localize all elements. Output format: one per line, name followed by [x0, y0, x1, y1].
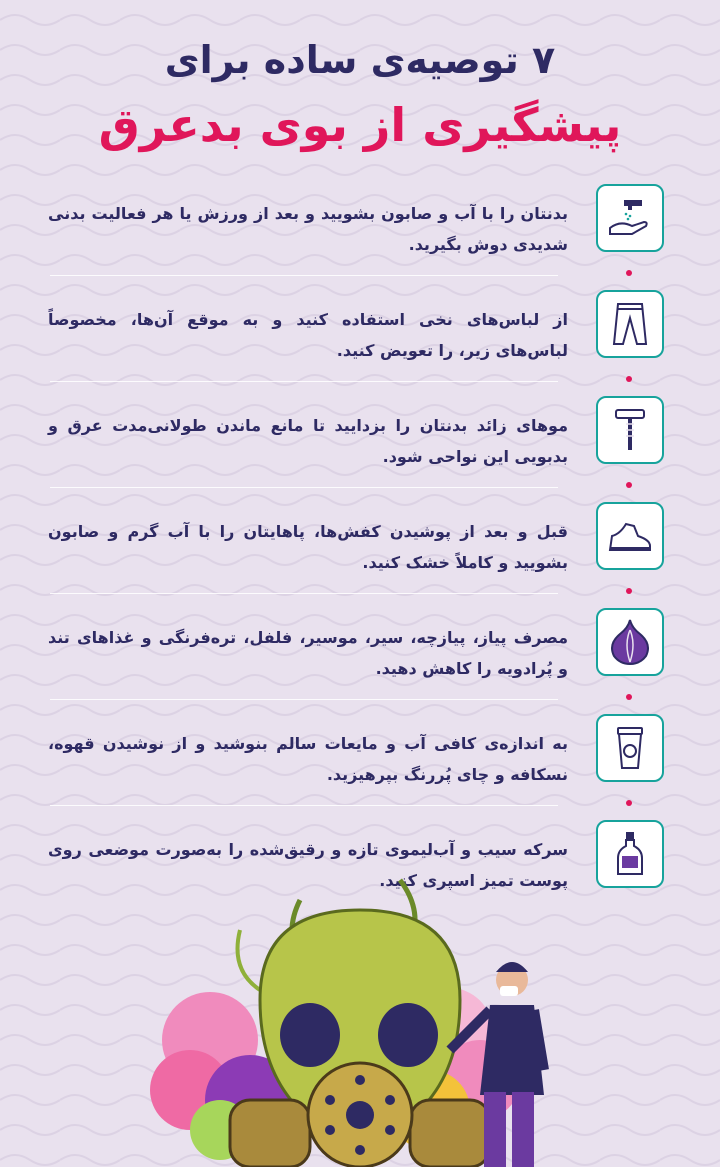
- tip-text-3: موهای زائد بدنتان را بزدایید تا مانع ماندن طولانی‌مدت عرق و بدبویی این نواحی شود.: [48, 416, 568, 466]
- tip-row-1: [50, 182, 668, 288]
- vinegar-bottle-icon: [604, 828, 656, 880]
- separator-dot: [626, 694, 632, 700]
- separator-dot: [626, 376, 632, 382]
- title-line-2: پیشگیری از بوی بدعرق: [98, 98, 622, 152]
- separator-dot: [626, 588, 632, 594]
- tip-icon-box-7: [596, 820, 664, 888]
- hand-wash-icon: [604, 192, 656, 244]
- gas-mask-illustration: [150, 860, 590, 1167]
- tip-row-5: [50, 606, 668, 712]
- tip-icon-box-3: [596, 396, 664, 464]
- separator-dot: [626, 270, 632, 276]
- pants-icon: [604, 298, 656, 350]
- tip-text-7: سرکه سیب و آب‌لیموی تازه و رقیق‌شده را به‌صورت موضعی روی پوست تمیز اسپری کنید.: [48, 840, 568, 890]
- separator-dot: [626, 482, 632, 488]
- tip-text-1: بدنتان را با آب و صابون بشویید و بعد از ورزش یا هر فعالیت بدنی شدیدی دوش بگیرید.: [48, 204, 568, 254]
- tip-text-5: مصرف پیاز، پیازچه، سیر، موسیر، فلفل، تره‌فرنگی و غذاهای تند و پُرادویه را کاهش دهید.: [48, 628, 568, 678]
- divider: [50, 275, 558, 276]
- tip-text-2: از لباس‌های نخی استفاده کنید و به موقع آن‌ها، مخصوصاً لباس‌های زیر، را تعویض کنید.: [48, 310, 568, 360]
- tip-icon-box-5: [596, 608, 664, 676]
- title-line-1: ۷ توصیه‌ی ساده برای: [164, 38, 556, 82]
- tip-icon-box-4: [596, 502, 664, 570]
- razor-icon: [604, 404, 656, 456]
- divider: [50, 699, 558, 700]
- tip-row-2: [50, 288, 668, 394]
- tip-icon-box-1: [596, 184, 664, 252]
- sneaker-icon: [604, 510, 656, 562]
- divider: [50, 487, 558, 488]
- coffee-cup-icon: [604, 722, 656, 774]
- divider: [50, 381, 558, 382]
- separator-dot: [626, 800, 632, 806]
- tip-row-4: [50, 500, 668, 606]
- tip-icon-box-2: [596, 290, 664, 358]
- divider: [50, 805, 558, 806]
- tip-text-6: به اندازه‌ی کافی آب و مایعات سالم بنوشید و از نوشیدن قهوه، نسکافه و چای پُررنگ بپرهیزید.: [48, 734, 568, 784]
- tip-row-3: [50, 394, 668, 500]
- divider: [50, 593, 558, 594]
- tip-row-6: [50, 712, 668, 818]
- tip-text-4: قبل و بعد از پوشیدن کفش‌ها، پاهایتان را با آب گرم و صابون بشویید و کاملاً خشک کنید.: [48, 522, 568, 572]
- garlic-icon: [604, 616, 656, 668]
- tip-icon-box-6: [596, 714, 664, 782]
